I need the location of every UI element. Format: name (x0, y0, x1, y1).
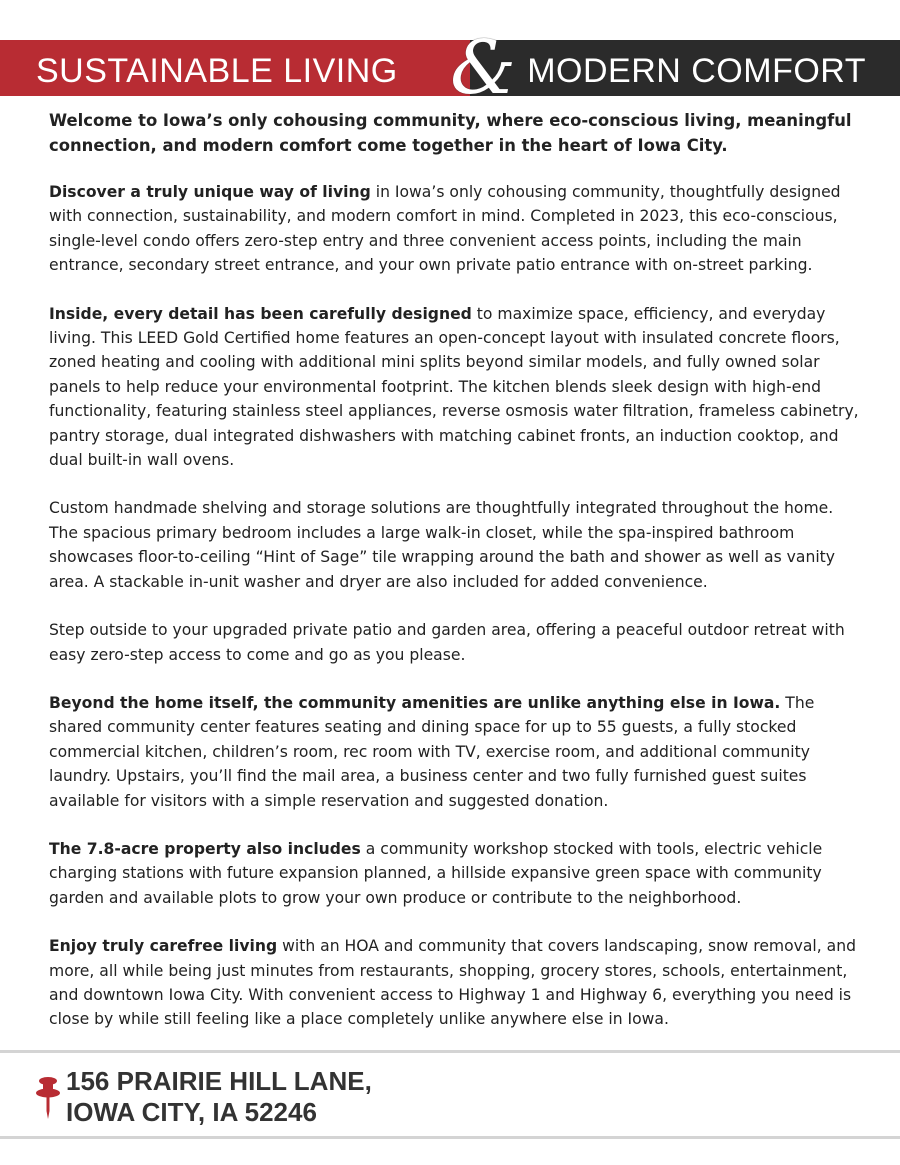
banner-left-panel (0, 40, 470, 96)
paragraph-body: Custom handmade shelving and storage solutions are thoughtfully integrated throughout the home. The spacious primary bedroom includes a large walk-in closet, while the spa-inspired bathroom showcases floor-to-ceiling “Hint of Sage” tile wrapping around the bath and shower as well as vanity area. A stackable in-unit washer and dryer are also included for added convenience. (49, 499, 836, 591)
paragraph-storage (49, 496, 859, 594)
paragraph-property (49, 837, 859, 910)
paragraph-body: with an HOA and community that covers landscaping, snow removal, and more, all while being just minutes from restaurants, shopping, grocery stores, schools, entertainment, and downtown Iowa City. With convenient access to Highway 1 and Highway 6, everything you need is close by while still feeling like a place completely unlike anywhere else in Iowa. (49, 937, 857, 1029)
footer-divider-bottom (0, 1136, 900, 1139)
paragraph-lead: Discover a truly unique way of living (49, 183, 371, 201)
paragraph-patio (49, 618, 859, 667)
property-address (66, 1066, 372, 1128)
intro-text: Welcome to Iowa’s only cohousing community, where eco-conscious living, meaningful connection, and modern comfort come together in the heart of Iowa City. (49, 111, 852, 155)
paragraph-lead: Beyond the home itself, the community amenities are unlike anything else in Iowa. (49, 693, 781, 712)
paragraph-body: The shared community center features seating and dining space for up to 55 guests, a fully stocked commercial kitchen, children’s room, rec room with TV, exercise room, and additional community laundry. Upstairs, you’ll find the mail area, a business center and two fully furnished guest suites available for visitors with a simple reservation and suggested donation. (49, 693, 815, 810)
paragraph-body: in Iowa’s only cohousing community, thoughtfully designed with connection, sustainability, and modern comfort in mind. Completed in 2023, this eco-conscious, single-level condo offers zero-step entry and three convenient access points, including the main entrance, secondary street entrance, and your own private patio entrance with on-street parking. (49, 183, 841, 275)
address-line-1: 156 PRAIRIE HILL LANE, (66, 1066, 372, 1096)
map-pin-icon (36, 1075, 60, 1121)
paragraph-lead: The 7.8-acre property also includes (49, 839, 361, 858)
listing-description (49, 108, 859, 1056)
paragraph-carefree (49, 934, 859, 1032)
paragraph-discover (49, 180, 859, 278)
paragraph-body: to maximize space, efficiency, and everyday living. This LEED Gold Certified home features an open-concept layout with insulated concrete floors, zoned heating and cooling with additional mini splits beyond similar models, and fully owned solar panels to help reduce your environmental footprint. The kitchen blends sleek design with high-end functionality, featuring stainless steel appliances, reverse osmosis water filtration, frameless cabinetry, pantry storage, dual integrated dishwashers with matching cabinet fronts, an induction cooktop, and dual built-in wall ovens. (49, 304, 859, 470)
paragraph-interior (49, 302, 859, 473)
paragraph-amenities (49, 691, 859, 813)
banner-right-title: MODERN COMFORT (527, 52, 866, 90)
footer-divider-top (0, 1050, 900, 1053)
ampersand-logo: & (450, 25, 516, 111)
paragraph-body: a community workshop stocked with tools, electric vehicle charging stations with future expansion planned, a hillside expansive green space with community garden and available plots to grow your own produce or contribute to the neighborhood. (49, 839, 823, 907)
paragraph-lead: Inside, every detail has been carefully designed (49, 304, 472, 323)
paragraph-body: Step outside to your upgraded private patio and garden area, offering a peaceful outdoor retreat with easy zero-step access to come and go as you please. (49, 621, 845, 664)
banner-right-panel (470, 40, 900, 96)
banner-left-title: SUSTAINABLE LIVING (36, 52, 398, 90)
address-line-2: IOWA CITY, IA 52246 (66, 1097, 317, 1127)
paragraph-lead: Enjoy truly carefree living (49, 937, 278, 956)
